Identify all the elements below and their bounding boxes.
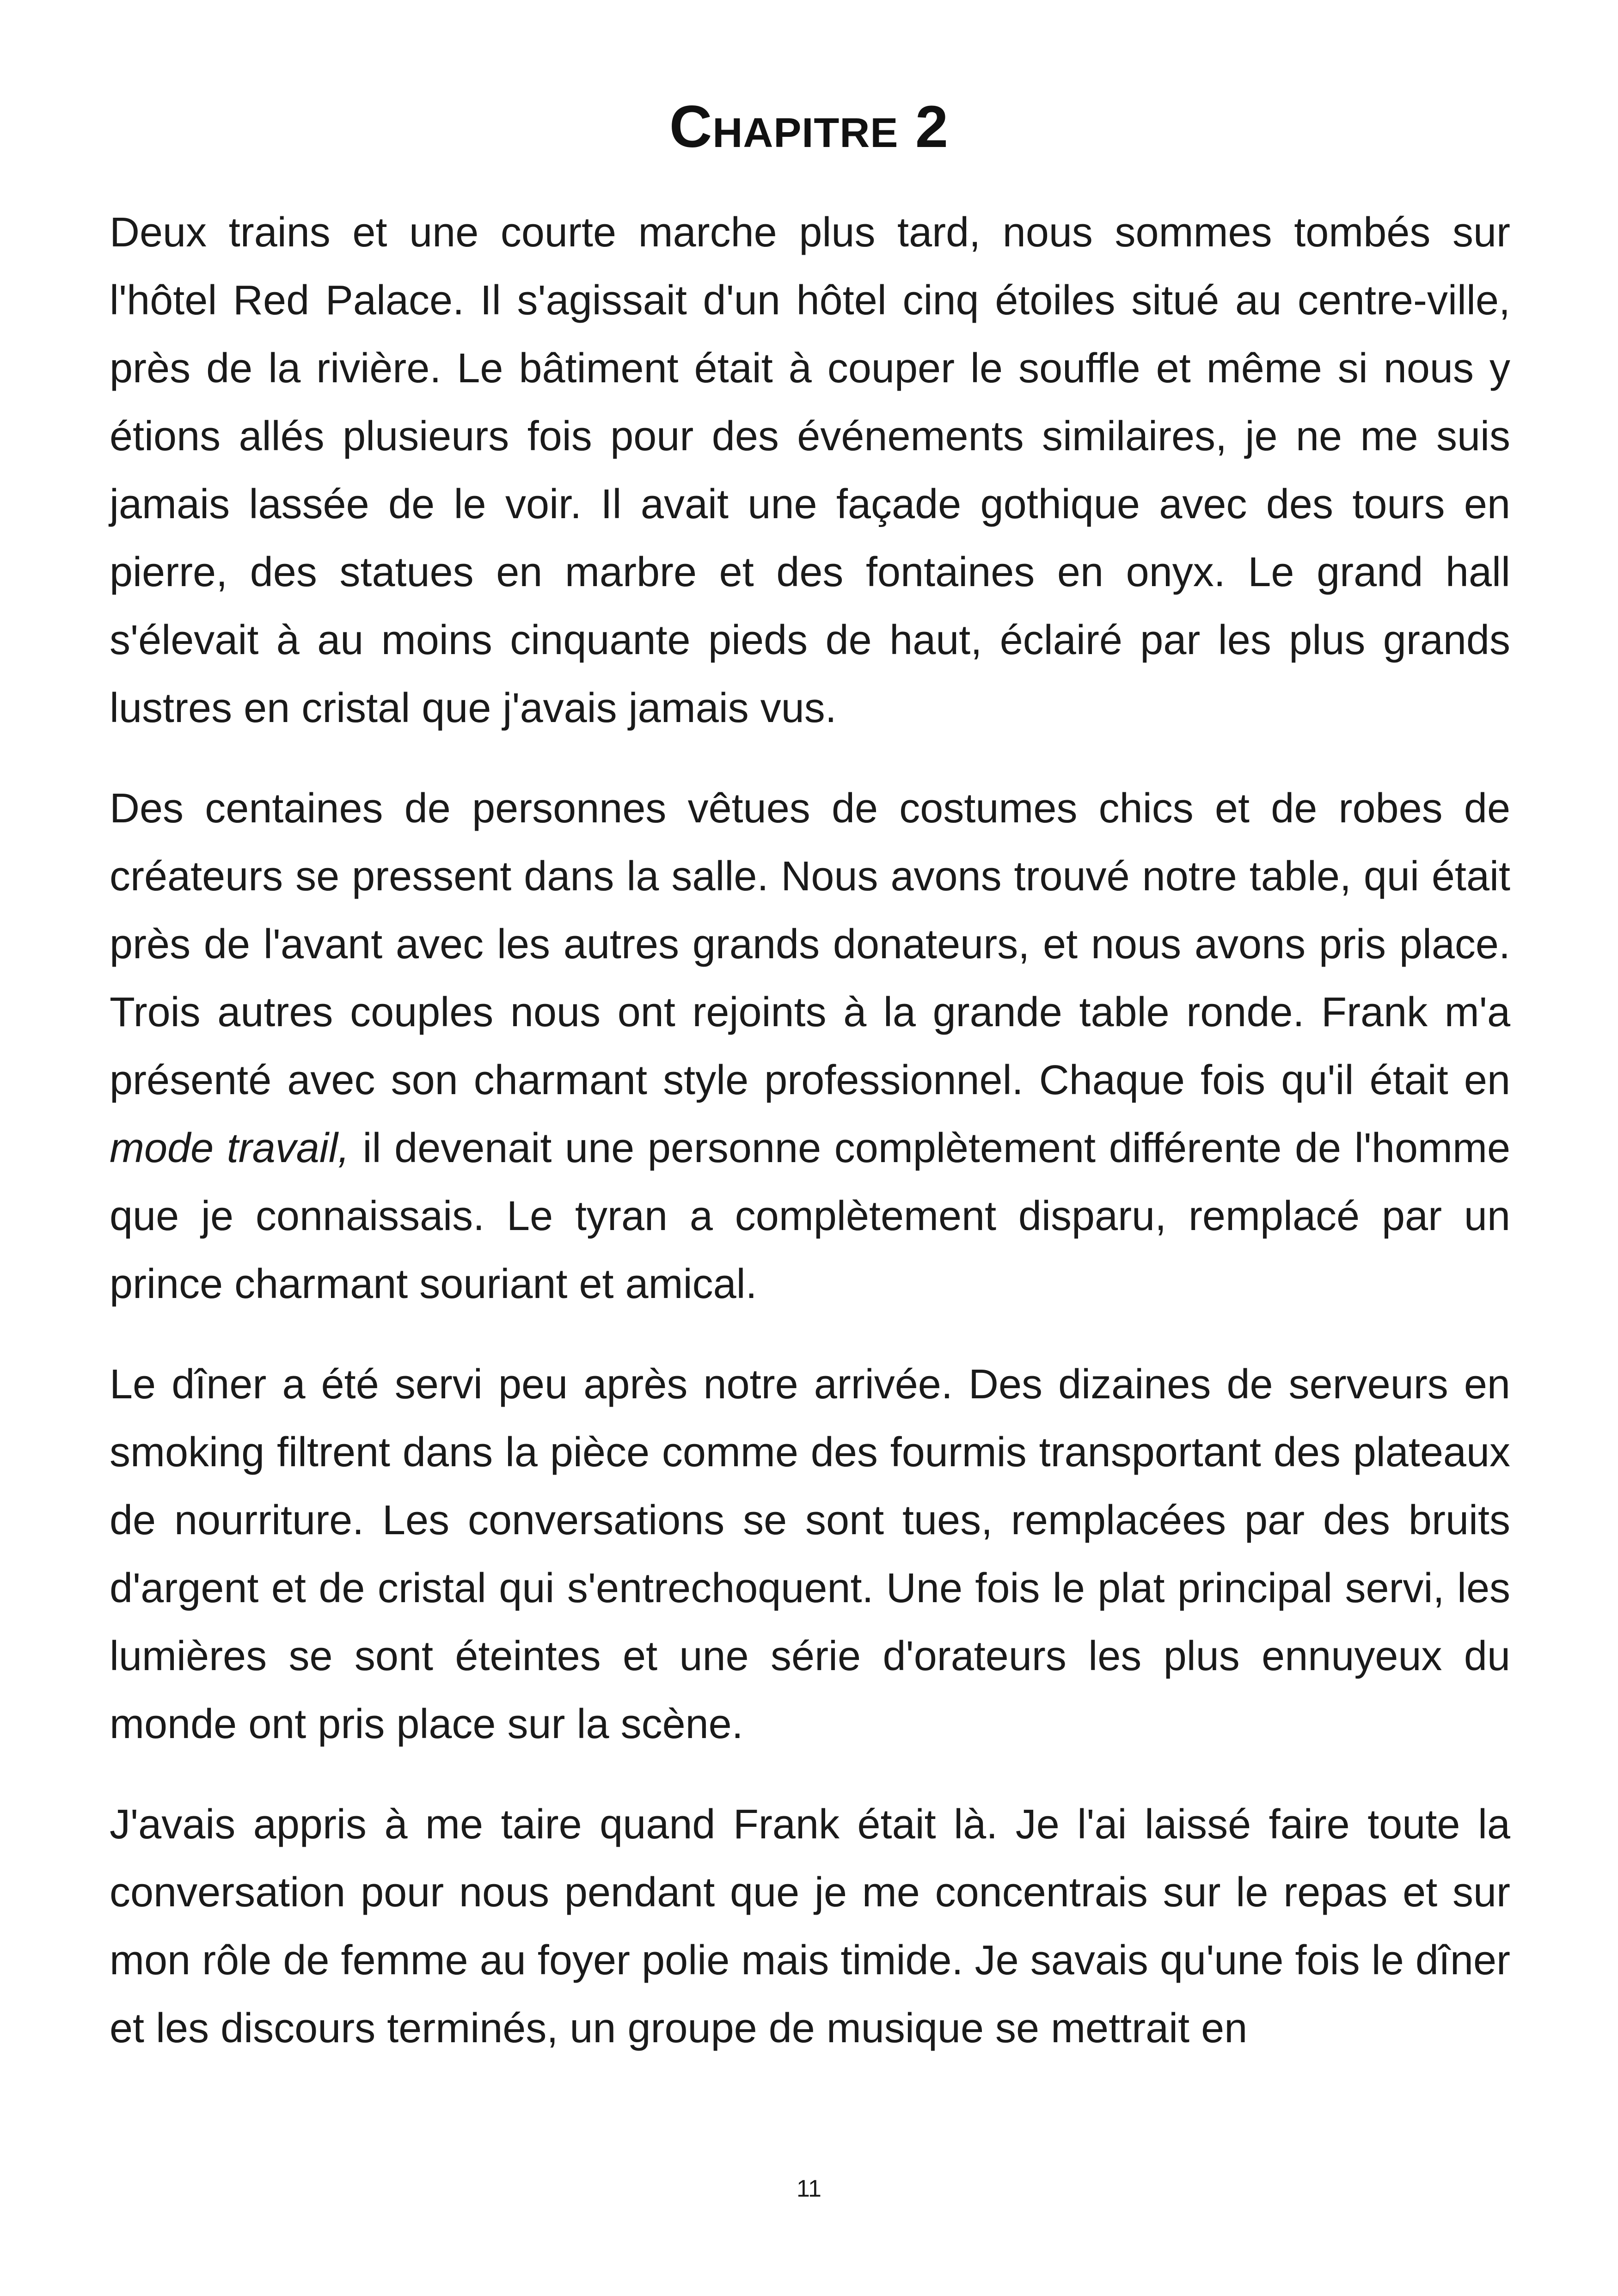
paragraph-2-end: il devenait une personne complètement différente de l'homme que je connaissais. Le tyran a complètement disparu, remplacé par un prince charmant souriant et amical. xyxy=(110,1125,1511,1307)
paragraph-3: Le dîner a été servi peu après notre arrivée. Des dizaines de serveurs en smoking filtrent dans la pièce comme des fourmis transportant des plateaux de nourriture. Les conversations se sont tues, remplacées par des bruits d'argent et de cristal qui s'entrechoquent. Une fois le plat principal servi, les lumières se sont éteintes et une série d'orateurs les plus ennuyeux du monde ont pris place sur la scène. xyxy=(110,1361,1510,1747)
paragraph-1: Deux trains et une courte marche plus tard, nous sommes tombés sur l'hôtel Red Palace. Il s'agissait d'un hôtel cinq étoiles situé au centre-ville, près de la rivière. Le bâtiment était à couper le souffle et même si nous y étions allés plusieurs fois pour des événements similaires, je ne me suis jamais lassée de le voir. Il avait une façade gothique avec des tours en pierre, des statues en marbre et des fontaines en onyx. Le grand hall s'élevait à au moins cinquante pieds de haut, éclairé par les plus grands lustres en cristal que j'avais jamais vus. xyxy=(110,209,1510,731)
paragraph-2-emphasis: mode travail, xyxy=(110,1125,349,1171)
paragraph-2-start: Des centaines de personnes vêtues de costumes chics et de robes de créateurs se pressent dans la salle. Nous avons trouvé notre table, qui était près de l'avant avec les autres grands donateurs, et nous avons pris place. Trois autres couples nous ont rejoints à la grande table ronde. Frank m'a présenté avec son charmant style professionnel. Chaque fois qu'il était en xyxy=(110,785,1510,1103)
chapter-title: Chapitre 2 xyxy=(669,94,949,160)
paragraph-4: J'avais appris à me taire quand Frank était là. Je l'ai laissé faire toute la conversation pour nous pendant que je me concentrais sur le repas et sur mon rôle de femme au foyer polie mais timide. Je savais qu'une fois le dîner et les discours terminés, un groupe de musique se mettrait en xyxy=(110,1801,1510,2051)
page-number: 11 xyxy=(797,2175,821,2202)
paragraph-2 xyxy=(110,775,1510,1318)
chapter-body xyxy=(110,199,1510,2095)
